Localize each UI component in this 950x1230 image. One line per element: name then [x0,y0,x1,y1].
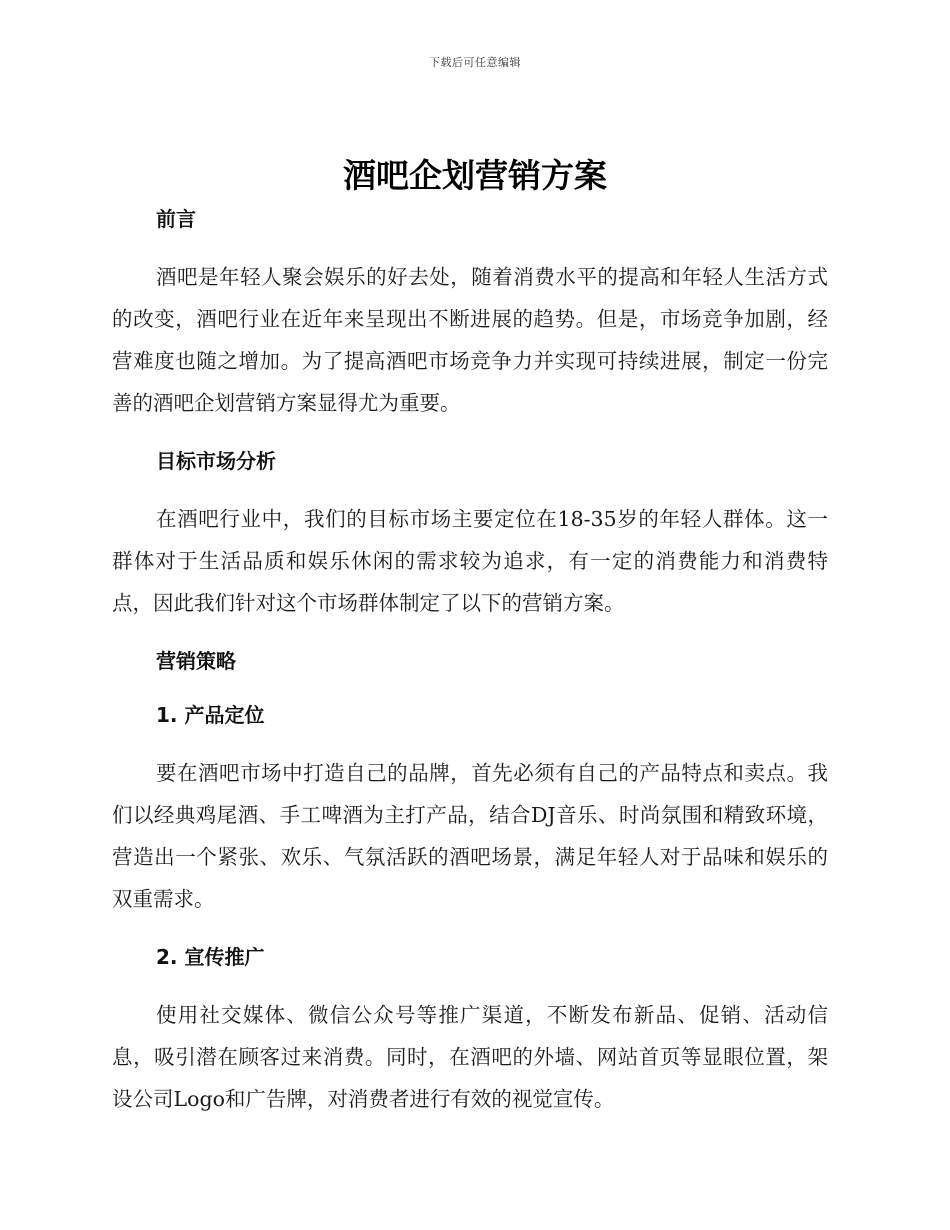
section-body-preface: 酒吧是年轻人聚会娱乐的好去处，随着消费水平的提高和年轻人生活方式的改变，酒吧行业在近年来呈现出不断进展的趋势。但是，市场竞争加剧，经营难度也随之增加。为了提高酒吧市场竞争力并实现可持续进展，制定一份完善的酒吧企划营销方案显得尤为重要。 [112,265,828,415]
section-heading-promotion: 2. 宣传推广 [156,945,265,969]
page-header-note: 下载后可任意编辑 [429,56,521,69]
section-heading-strategy: 营销策略 [156,649,236,673]
document-title: 酒吧企划营销方案 [343,156,607,195]
section-heading-product: 1. 产品定位 [156,703,265,727]
section-heading-target-market: 目标市场分析 [156,449,276,473]
section-body-target-market: 在酒吧行业中，我们的目标市场主要定位在18-35岁的年轻人群体。这一群体对于生活品质和娱乐休闲的需求较为追求，有一定的消费能力和消费特点，因此我们针对这个市场群体制定了以下的营销方案。 [112,507,828,615]
section-body-product: 要在酒吧市场中打造自己的品牌，首先必须有自己的产品特点和卖点。我们以经典鸡尾酒、手工啤酒为主打产品，结合DJ音乐、时尚氛围和精致环境，营造出一个紧张、欢乐、气氛活跃的酒吧场景，满足年轻人对于品味和娱乐的双重需求。 [112,761,828,911]
section-heading-preface: 前言 [156,207,196,231]
document-body [112,204,828,1120]
section-body-promotion: 使用社交媒体、微信公众号等推广渠道，不断发布新品、促销、活动信息，吸引潜在顾客过来消费。同时，在酒吧的外墙、网站首页等显眼位置，架设公司Logo和广告牌，对消费者进行有效的视觉宣传。 [112,1003,828,1111]
